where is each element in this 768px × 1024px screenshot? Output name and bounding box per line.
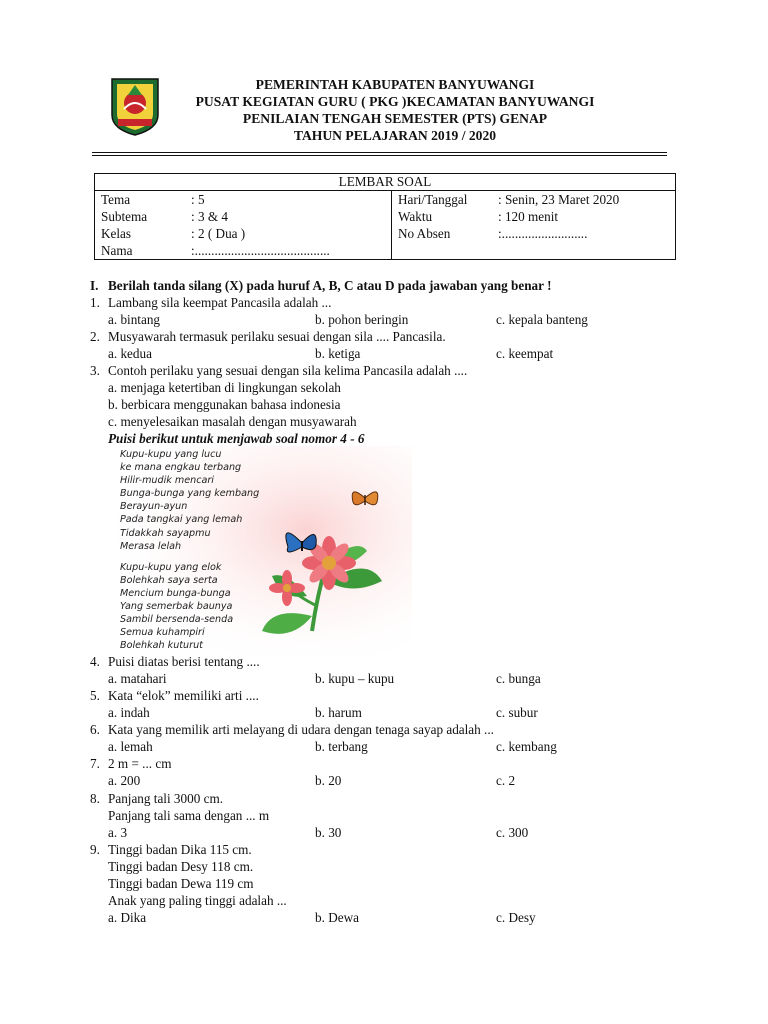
option-a: a. menjaga ketertiban di lingkungan sekolah — [108, 380, 341, 395]
option-a: a. matahari — [108, 671, 167, 686]
kelas-value: : 2 ( Dua ) — [191, 226, 246, 241]
tema-value: : 5 — [191, 192, 205, 207]
option-c: c. keempat — [496, 346, 554, 361]
kelas-label: Kelas — [101, 226, 132, 241]
subtema-value: : 3 & 4 — [191, 209, 228, 224]
option-a: a. Dika — [108, 910, 147, 925]
question-text: Panjang tali 3000 cm. — [108, 791, 224, 806]
option-b: b. terbang — [315, 739, 368, 754]
option-b: b. pohon beringin — [315, 312, 409, 327]
question-text: 2 m = ... cm — [108, 756, 172, 771]
waktu-label: Waktu — [398, 209, 433, 224]
poem-line: Sambil bersenda-senda — [120, 614, 234, 626]
waktu-value: : 120 menit — [498, 209, 559, 224]
hari-label: Hari/Tanggal — [398, 192, 468, 207]
section-number: I. — [90, 278, 99, 293]
info-row-nama — [101, 242, 385, 259]
header-line-2: PUSAT KEGIATAN GURU ( PKG )KECAMATAN BANYUWANGI — [195, 94, 595, 109]
option-b: b. harum — [315, 705, 362, 720]
question-text-line: Tinggi badan Desy 118 cm. — [108, 859, 254, 874]
poem-line: Kupu-kupu yang elok — [120, 561, 222, 573]
question-text: Kata “elok” memiliki arti .... — [108, 688, 259, 703]
option-c: c. bunga — [496, 671, 541, 686]
hari-value: : Senin, 23 Maret 2020 — [498, 192, 620, 207]
option-b: b. 30 — [315, 825, 342, 840]
info-row-waktu — [398, 208, 669, 225]
header-divider-top — [92, 152, 667, 153]
option-a: a. indah — [108, 705, 150, 720]
poem-line: Pada tangkai yang lemah — [120, 514, 243, 526]
poem-line: Semua kuhampiri — [120, 627, 205, 639]
question-number: 5. — [90, 688, 100, 703]
subtema-label: Subtema — [101, 209, 148, 224]
option-c: c. 300 — [496, 825, 529, 840]
header-line-3: PENILAIAN TENGAH SEMESTER (PTS) GENAP — [242, 111, 548, 126]
poem-text — [120, 448, 259, 652]
question-text-line: Panjang tali sama dengan ... m — [108, 808, 270, 823]
question-number: 4. — [90, 654, 100, 669]
question-number: 7. — [90, 756, 100, 771]
poem-line: Yang semerbak baunya — [120, 601, 233, 613]
option-a: a. lemah — [108, 739, 153, 754]
question-text: Tinggi badan Dika 115 cm. — [108, 842, 252, 857]
question-number: 8. — [90, 791, 100, 806]
header-divider-bottom — [92, 155, 667, 156]
info-row-absen — [398, 225, 669, 242]
poem-line: Berayun-ayun — [120, 501, 188, 513]
info-row-kelas — [101, 225, 385, 242]
poem-line: Mencium bunga-bunga — [120, 587, 231, 599]
question-number: 1. — [90, 295, 100, 310]
question-number: 6. — [90, 722, 100, 737]
option-a: a. 3 — [108, 825, 128, 840]
option-c: c. kepala banteng — [496, 312, 588, 327]
poem-intro: Puisi berikut untuk menjawab soal nomor 4 - 6 — [108, 431, 365, 446]
header-line-4: TAHUN PELAJARAN 2019 / 2020 — [293, 128, 497, 143]
header-line-1: PEMERINTAH KABUPATEN BANYUWANGI — [255, 77, 535, 92]
option-b: b. ketiga — [315, 346, 361, 361]
question-text: Musyawarah termasuk perilaku sesuai dengan sila .... Pancasila. — [108, 329, 446, 344]
poem-line: Merasa lelah — [120, 540, 182, 552]
question-number: 9. — [90, 842, 100, 857]
info-row-tema — [101, 191, 385, 208]
option-c: c. subur — [496, 705, 538, 720]
question-text-line: Anak yang paling tinggi adalah ... — [108, 893, 287, 908]
poem-line: ke mana engkau terbang — [120, 462, 242, 474]
question-number: 3. — [90, 363, 100, 378]
sheet-title: LEMBAR SOAL — [95, 174, 676, 191]
question-text-line: Tinggi badan Dewa 119 cm — [108, 876, 254, 891]
absen-value: :.......................... — [498, 226, 588, 241]
option-c: c. kembang — [496, 739, 557, 754]
question-number: 2. — [90, 329, 100, 344]
section-instruction: Berilah tanda silang (X) pada huruf A, B, C atau D pada jawaban yang benar ! — [108, 278, 552, 293]
question-text: Contoh perilaku yang sesuai dengan sila kelima Pancasila adalah .... — [108, 363, 468, 378]
option-b: b. berbicara menggunakan bahasa indonesia — [108, 397, 341, 412]
option-c: c. 2 — [496, 773, 516, 788]
option-b: b. kupu – kupu — [315, 671, 395, 686]
poem-line: Bolehkah saya serta — [120, 574, 218, 586]
poem-line: Kupu-kupu yang lucu — [120, 449, 222, 460]
poem-line: Bolehkah kuturut — [120, 640, 203, 652]
nama-value: :......................................... — [191, 243, 330, 258]
info-row-subtema — [101, 208, 385, 225]
document-header — [150, 76, 640, 144]
option-a: a. kedua — [108, 346, 152, 361]
option-c: c. menyelesaikan masalah dengan musyawarah — [108, 414, 357, 429]
poem-line: Bunga-bunga yang kembang — [120, 488, 260, 500]
tema-label: Tema — [101, 192, 131, 207]
poem-line: Hilir-mudik mencari — [120, 475, 214, 487]
info-left-cell — [95, 191, 392, 260]
question-text: Kata yang memilik arti melayang di udara dengan tenaga sayap adalah ... — [108, 722, 494, 737]
option-a: a. 200 — [108, 773, 141, 788]
poem-line: Tidakkah sayapmu — [120, 527, 211, 539]
question-text: Puisi diatas berisi tentang .... — [108, 654, 260, 669]
option-c: c. Desy — [496, 910, 536, 925]
info-row-hari — [398, 191, 669, 208]
nama-label: Nama — [101, 243, 133, 258]
info-right-cell — [392, 191, 676, 260]
absen-label: No Absen — [398, 226, 451, 241]
option-b: b. Dewa — [315, 910, 359, 925]
stanza-gap — [120, 553, 259, 561]
option-b: b. 20 — [315, 773, 342, 788]
student-info-table — [94, 173, 676, 260]
question-text: Lambang sila keempat Pancasila adalah ... — [108, 295, 332, 310]
option-a: a. bintang — [108, 312, 161, 327]
